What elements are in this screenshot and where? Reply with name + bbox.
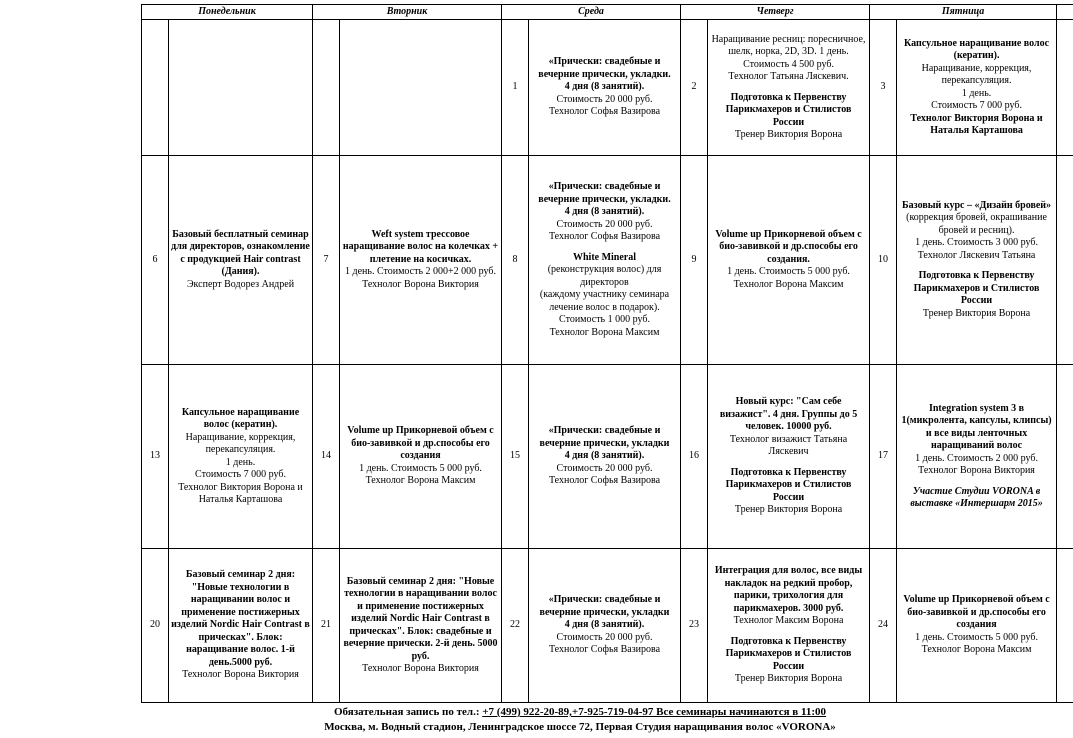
schedule-table	[141, 4, 1073, 703]
day-header-wednesday: Среда	[502, 5, 681, 20]
footer-phones: +7 (499) 922-20-89,+7-925-719-04-97 Все семинары начинаются в 11:00	[482, 706, 827, 718]
event-text-line: Технолог Ворона Максим	[549, 326, 660, 338]
event-text-line: Технолог Ворона Виктория	[362, 663, 479, 674]
event-text-line: «Прически: свадебные и вечерние прически, укладки	[539, 594, 670, 618]
date-number-wednesday: 22	[502, 549, 529, 703]
event-text-line: Технолог Ворона Максим	[733, 278, 844, 290]
week-row	[142, 365, 1073, 549]
event-text-line: (коррекция бровей, окрашивание бровей и ресниц).	[906, 212, 1047, 236]
event-text-line: Капсульное наращивание волос (кератин).	[904, 37, 1050, 61]
event-text-line: 1 день. Стоимость 5 000 руб.	[727, 266, 850, 278]
date-number-thursday: 9	[681, 156, 708, 365]
event-text-line: Подготовка к Первенству Парикмахеров и Стилистов России	[725, 466, 852, 503]
event-cell-friday	[897, 549, 1057, 703]
event-text-line: Технолог Ворона Максим	[921, 644, 1032, 656]
date-number-tuesday: 7	[313, 156, 340, 365]
date-number-friday: 17	[870, 365, 897, 549]
event-text-line: «Прически: свадебные и вечерние прически, укладки.	[538, 56, 671, 80]
event-text-line: Технолог Ворона Виктория	[918, 465, 1035, 476]
spacer	[899, 478, 1054, 486]
date-number-thursday: 23	[681, 549, 708, 703]
event-text-line: Volume up Прикорневой объем с био-завивкой и др.способы его создания	[903, 594, 1050, 631]
event-text-line: Технолог Софья Вазирова	[548, 475, 661, 487]
event-text-line: Эксперт Водорез Андрей	[186, 278, 295, 290]
date-number-friday: 24	[870, 549, 897, 703]
event-text-line: Стоимость 20 000 руб.	[556, 218, 653, 230]
event-cell-monday	[169, 20, 313, 156]
event-cell-thursday	[708, 365, 870, 549]
event-text-line: 1 день. Стоимость 5 000 руб.	[915, 631, 1038, 643]
event-text-line: Технолог Ворона Максим	[365, 475, 476, 487]
event-text-line: Капсульное наращивание волос (кератин).	[181, 406, 300, 430]
week-row	[142, 549, 1073, 703]
footer-signup-line	[100, 706, 1060, 719]
header-row	[142, 5, 1073, 20]
date-number-monday: 6	[142, 156, 169, 365]
event-text-line: Технолог Софья Вазирова	[548, 106, 661, 118]
event-text-line: 1 день. Стоимость 5 000 руб.	[359, 462, 482, 474]
spacer	[899, 262, 1054, 270]
event-cell-thursday	[708, 549, 870, 703]
event-text-line: «Прически: свадебные и вечерние прически, укладки	[539, 425, 670, 449]
event-text-line: Технолог Виктория Ворона и Наталья Карташова	[910, 112, 1043, 136]
week-row	[142, 156, 1073, 365]
event-text-line: Технолог Максим Ворона	[733, 615, 844, 627]
event-text-line: Тренер Виктория Ворона	[734, 129, 843, 140]
event-cell-tuesday	[340, 549, 502, 703]
event-text-line: Базовый бесплатный семинар для директоров, ознакомление с продукцией Hair contrast (Дания).	[171, 228, 310, 278]
event-text-line: 1 день. Стоимость 2 000+2 000 руб.	[345, 266, 496, 278]
event-text-line: Weft system трессовое наращивание волос на колечках + плетение на косичках.	[342, 228, 499, 265]
event-text-line: 4 дня (8 занятий).	[564, 81, 645, 93]
event-text-line: Тренер Виктория Ворона	[734, 673, 843, 685]
event-cell-friday	[897, 365, 1057, 549]
footer-signup-prefix: Обязательная запись по тел.:	[333, 706, 480, 718]
event-text-line: Технолог Татьяна Ляскевич.	[728, 71, 849, 82]
event-cell-thursday	[708, 156, 870, 365]
date-number-tuesday: 21	[313, 549, 340, 703]
date-number-thursday: 2	[681, 20, 708, 156]
date-number-monday: 20	[142, 549, 169, 703]
day-header-cut	[1057, 5, 1073, 20]
event-text-line: Volume up Прикорневой объем с био-завивкой и др.способы его создания.	[715, 228, 862, 265]
event-text-line: Базовый курс – «Дизайн бровей»	[902, 199, 1052, 211]
event-text-line: Участие Студии VORONA в выставке «Интершарм 2015»	[910, 485, 1043, 509]
week-row	[142, 20, 1073, 156]
event-text-line: Стоимость 7 000 руб.	[195, 469, 286, 480]
date-number-tuesday	[313, 20, 340, 156]
event-text-line: Подготовка к Первенству Парикмахеров и Стилистов России	[725, 91, 852, 128]
date-number-wednesday: 15	[502, 365, 529, 549]
event-text-line: «Прически: свадебные и вечерние прически, укладки.	[538, 181, 671, 205]
day-header-monday: Понедельник	[142, 5, 313, 20]
event-cell-monday	[169, 156, 313, 365]
event-text-line: Технолог Софья Вазирова	[548, 644, 661, 656]
event-text-line: Базовый семинар 2 дня: "Новые технологии в наращивании волос и применение постижерных изделий Nordic Hair Contrast в прическах". Блок: наращивание волос. 1-й день.5000 руб.	[171, 569, 310, 668]
date-number-monday	[142, 20, 169, 156]
event-text-line: (каждому участнику семинара лечение волос в подарок). Стоимость 1 000 руб.	[539, 289, 670, 325]
day-header-friday: Пятница	[870, 5, 1057, 20]
date-number-friday: 10	[870, 156, 897, 365]
event-text-line: Тренер Виктория Ворона	[734, 504, 843, 516]
cut-off-column	[1057, 20, 1073, 156]
date-number-monday: 13	[142, 365, 169, 549]
spacer	[531, 244, 678, 252]
event-cell-monday	[169, 549, 313, 703]
event-text-line: Стоимость 7 000 руб.	[931, 100, 1022, 111]
event-cell-tuesday	[340, 20, 502, 156]
event-text-line: Технолог Ворона Виктория	[362, 278, 479, 290]
event-cell-wednesday	[529, 156, 681, 365]
event-cell-tuesday	[340, 156, 502, 365]
day-header-tuesday: Вторник	[313, 5, 502, 20]
event-text-line: Наращивание, коррекция, перекапсуляция.	[921, 62, 1032, 86]
event-cell-friday	[897, 156, 1057, 365]
footer-address: Москва, м. Водный стадион, Ленинградское шоссе 72, Первая Студия наращивания волос «VORONA»	[324, 721, 836, 733]
cut-off-column	[1057, 156, 1073, 365]
event-text-line: 4 дня (8 занятий).	[564, 619, 645, 631]
event-text-line: Стоимость 20 000 руб.	[556, 462, 653, 474]
event-text-line: Подготовка к Первенству Парикмахеров и Стилистов России	[725, 635, 852, 672]
event-text-line: 1 день.	[225, 456, 256, 468]
date-number-wednesday: 8	[502, 156, 529, 365]
event-text-line: 4 дня (8 занятий).	[564, 206, 645, 217]
event-cell-thursday	[708, 20, 870, 156]
event-text-line: Integration system 3 в 1(микролента, капсулы, клипсы)	[901, 402, 1052, 426]
event-text-line: Подготовка к Первенству Парикмахеров и Стилистов России	[913, 270, 1040, 307]
event-text-line: 1 день.	[961, 87, 992, 99]
event-text-line: Наращивание, коррекция, перекапсуляция.	[185, 431, 296, 455]
event-cell-wednesday	[529, 549, 681, 703]
event-text-line: Технолог Виктория Ворона и Наталья Карташова	[178, 481, 303, 505]
day-header-thursday: Четверг	[681, 5, 870, 20]
event-cell-wednesday	[529, 365, 681, 549]
event-cell-tuesday	[340, 365, 502, 549]
event-text-line: Стоимость 20 000 руб.	[556, 93, 653, 105]
event-text-line: и все виды ленточных наращиваний волос	[925, 427, 1028, 451]
event-text-line: Технолог Софья Вазирова	[548, 231, 661, 242]
event-text-line: Стоимость 20 000 руб.	[556, 631, 653, 643]
event-cell-friday	[897, 20, 1057, 156]
event-text-line: 1 день. Стоимость 3 000 руб.	[915, 237, 1038, 249]
event-cell-wednesday	[529, 20, 681, 156]
event-text-line: 1 день. Стоимость 2 000 руб.	[915, 452, 1038, 464]
event-text-line: Volume up Прикорневой объем с био-завивкой и др.способы его создания	[347, 425, 494, 462]
cut-off-column	[1057, 549, 1073, 703]
event-text-line: 4 дня (8 занятий).	[564, 450, 645, 462]
event-text-line: Наращивание ресниц: поресничное, шелк, норка, 2D, 3D. 1 день. Стоимость 4 500 руб.	[711, 33, 866, 70]
date-number-thursday: 16	[681, 365, 708, 549]
event-text-line: Технолог Ворона Виктория	[182, 669, 299, 681]
event-text-line: Технолог визажист Татьяна Ляскевич	[729, 433, 848, 458]
event-text-line: Новый курс: "Сам себе визажист". 4 дня. Группы до 5 человек. 10000 руб.	[719, 396, 858, 433]
date-number-tuesday: 14	[313, 365, 340, 549]
date-number-friday: 3	[870, 20, 897, 156]
event-text-line: Технолог Ляскевич Татьяна	[917, 249, 1036, 261]
event-text-line: Интеграция для волос, все виды накладок на редкий пробор, парики, трихология для парикмахеров. 3000 руб.	[714, 565, 863, 614]
event-text-line: (реконструкция волос) для директоров	[547, 264, 662, 288]
event-cell-monday	[169, 365, 313, 549]
spacer	[710, 628, 867, 636]
spacer	[710, 459, 867, 467]
date-number-wednesday: 1	[502, 20, 529, 156]
event-text-line: Базовый семинар 2 дня: "Новые технологии в наращивании волос и применение постижерных изделий Nordic Hair Contrast в прическах". Блок: свадебные и вечерние прически. 2-й день. 5000 руб.	[343, 575, 498, 662]
spacer	[710, 84, 867, 92]
event-text-line: Тренер Виктория Ворона	[922, 307, 1031, 319]
event-text-line: White Mineral	[572, 251, 637, 263]
cut-off-column	[1057, 365, 1073, 549]
